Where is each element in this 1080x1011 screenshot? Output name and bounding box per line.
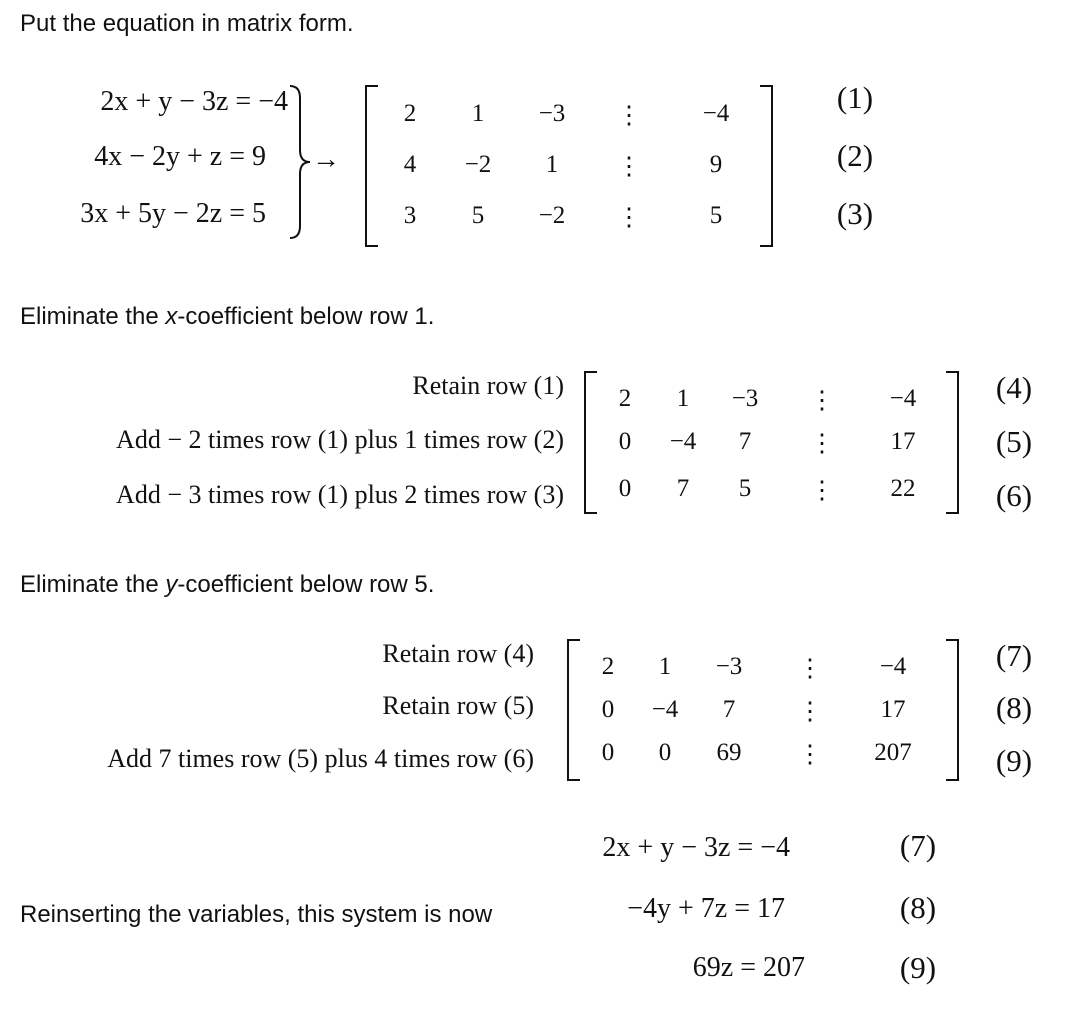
step1-equation-2: 4x − 2y + z = 9 [94, 141, 266, 172]
left-bracket-icon [585, 372, 597, 513]
matrix-cell: 0 [618, 475, 632, 502]
matrix-cell: −4 [702, 100, 730, 127]
step1-heading: Put the equation in matrix form. [20, 10, 354, 37]
matrix-cell: 2 [601, 653, 615, 680]
right-bracket-icon [760, 86, 772, 246]
matrix-cell: 0 [601, 696, 615, 723]
matrix-cell: 17 [890, 428, 916, 455]
matrix-cell: 7 [722, 696, 736, 723]
row-operation: Add 7 times row (5) plus 4 times row (6) [107, 744, 534, 773]
heading-text: -coefficient below row 5. [177, 571, 435, 598]
matrix-cell: 5 [709, 202, 723, 229]
matrix-cell: 207 [874, 739, 912, 766]
step3-heading [20, 571, 434, 599]
row-label: (9) [899, 950, 937, 985]
matrix-cell: 17 [880, 696, 906, 723]
row-label: (3) [836, 196, 874, 231]
heading-variable: y [165, 571, 178, 598]
matrix-cell: 9 [709, 151, 723, 178]
matrix-cell: ⋮ [616, 153, 642, 180]
matrix-cell: 1 [658, 653, 672, 680]
matrix-cell: ⋮ [809, 387, 835, 414]
row-label: (5) [995, 424, 1033, 459]
right-brace-icon [290, 86, 310, 238]
matrix-cell: ⋮ [809, 477, 835, 504]
row-label: (9) [995, 743, 1033, 778]
matrix-cell: ⋮ [616, 102, 642, 129]
matrix-cell: 3 [403, 202, 417, 229]
matrix-cell: 2 [403, 100, 417, 127]
step1-equation-3: 3x + 5y − 2z = 5 [80, 198, 266, 229]
matrix-cell: 0 [618, 428, 632, 455]
matrix-cell: 2 [618, 385, 632, 412]
step4-text: Reinserting the variables, this system is now [20, 901, 493, 928]
arrow-icon: → [312, 144, 340, 175]
step1-equation-1: 2x + y − 3z = −4 [100, 86, 288, 117]
row-label: (8) [899, 890, 937, 925]
row-label: (7) [995, 638, 1033, 673]
row-label: (6) [995, 478, 1033, 513]
matrix-cell: ⋮ [797, 655, 823, 682]
matrix-cell: 0 [601, 739, 615, 766]
heading-text: -coefficient below row 1. [177, 303, 435, 330]
matrix-cell: 69 [716, 739, 742, 766]
heading-text: Eliminate the [20, 303, 166, 330]
matrix-cell: 0 [658, 739, 672, 766]
row-label: (1) [836, 80, 874, 115]
matrix-cell: 4 [403, 151, 417, 178]
row-operation: Add − 3 times row (1) plus 2 times row (3) [116, 480, 564, 509]
matrix-cell: 1 [676, 385, 690, 412]
matrix-cell: 7 [738, 428, 752, 455]
matrix-cell: ⋮ [797, 698, 823, 725]
final-equation-3: 69z = 207 [692, 952, 805, 983]
left-bracket-icon [568, 640, 580, 780]
matrix-cell: −2 [538, 202, 566, 229]
matrix-cell: ⋮ [809, 430, 835, 457]
matrix-cell: −4 [889, 385, 917, 412]
row-label: (2) [836, 138, 874, 173]
matrix-cell: −3 [715, 653, 743, 680]
matrix-cell: 1 [471, 100, 485, 127]
step2-heading [20, 303, 434, 331]
row-label: (4) [995, 370, 1033, 405]
matrix-cell: 5 [471, 202, 485, 229]
right-bracket-icon [946, 640, 958, 780]
row-operation: Retain row (1) [412, 371, 564, 400]
matrix-cell: ⋮ [616, 204, 642, 231]
row-operation: Retain row (4) [382, 639, 534, 668]
matrix-cell: −3 [731, 385, 759, 412]
heading-text: Eliminate the [20, 571, 166, 598]
right-bracket-icon [946, 372, 958, 513]
matrix-cell: 7 [676, 475, 690, 502]
heading-variable: x [165, 303, 178, 330]
matrix-cell: −4 [879, 653, 907, 680]
matrix-cell: −4 [669, 428, 697, 455]
row-label: (8) [995, 690, 1033, 725]
left-bracket-icon [366, 86, 378, 246]
matrix-cell: 1 [545, 151, 559, 178]
final-equation-1: 2x + y − 3z = −4 [602, 832, 790, 863]
matrix-cell: ⋮ [797, 741, 823, 768]
row-operation: Retain row (5) [382, 691, 534, 720]
matrix-cell: −2 [464, 151, 492, 178]
matrix-cell: 5 [738, 475, 752, 502]
row-operation: Add − 2 times row (1) plus 1 times row (2) [116, 425, 564, 454]
final-equation-2: −4y + 7z = 17 [627, 893, 785, 924]
matrix-cell: 22 [890, 475, 916, 502]
row-label: (7) [899, 828, 937, 863]
matrix-cell: −4 [651, 696, 679, 723]
matrix-cell: −3 [538, 100, 566, 127]
